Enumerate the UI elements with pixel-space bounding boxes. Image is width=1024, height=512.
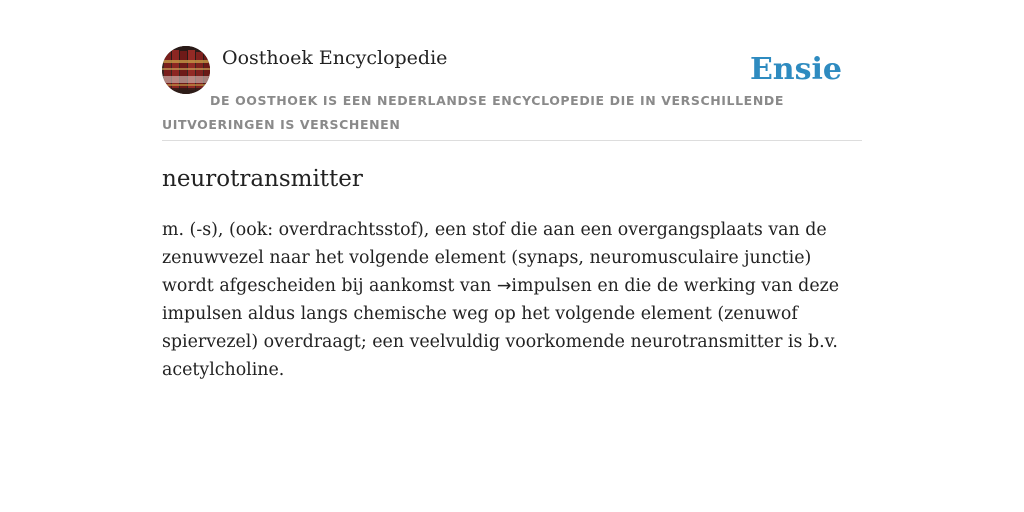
entry-title: neurotransmitter: [162, 166, 363, 192]
brand-logo[interactable]: Ensie: [749, 52, 842, 87]
site-header: [162, 46, 862, 141]
entry-body-text-after: en die de werking van deze impulsen aldus langs chemische weg op het volgende element (zenuwof spiervezel) overdraagt; een veelvuldig voorkomende neurotransmitter is b.v. acetylcholine.: [162, 276, 840, 380]
site-title[interactable]: Oosthoek Encyclopedie: [222, 47, 448, 69]
arrow-right-icon: →: [496, 276, 512, 296]
site-tagline: DE OOSTHOEK IS EEN NEDERLANDSE ENCYCLOPEDIE DIE IN VERSCHILLENDE UITVOERINGEN IS VERSCHENEN: [162, 93, 784, 132]
cross-reference-link[interactable]: impulsen: [511, 276, 592, 296]
entry-body: [162, 216, 862, 384]
entry-body-text-before: m. (-s), (ook: overdrachtsstof), een stof die aan een overgangsplaats van de zenuwvezel naar het volgende element (synaps, neuromusculaire junctie) wordt afgescheiden bij aankomst van: [162, 220, 827, 296]
book-spines-icon[interactable]: [162, 46, 210, 94]
